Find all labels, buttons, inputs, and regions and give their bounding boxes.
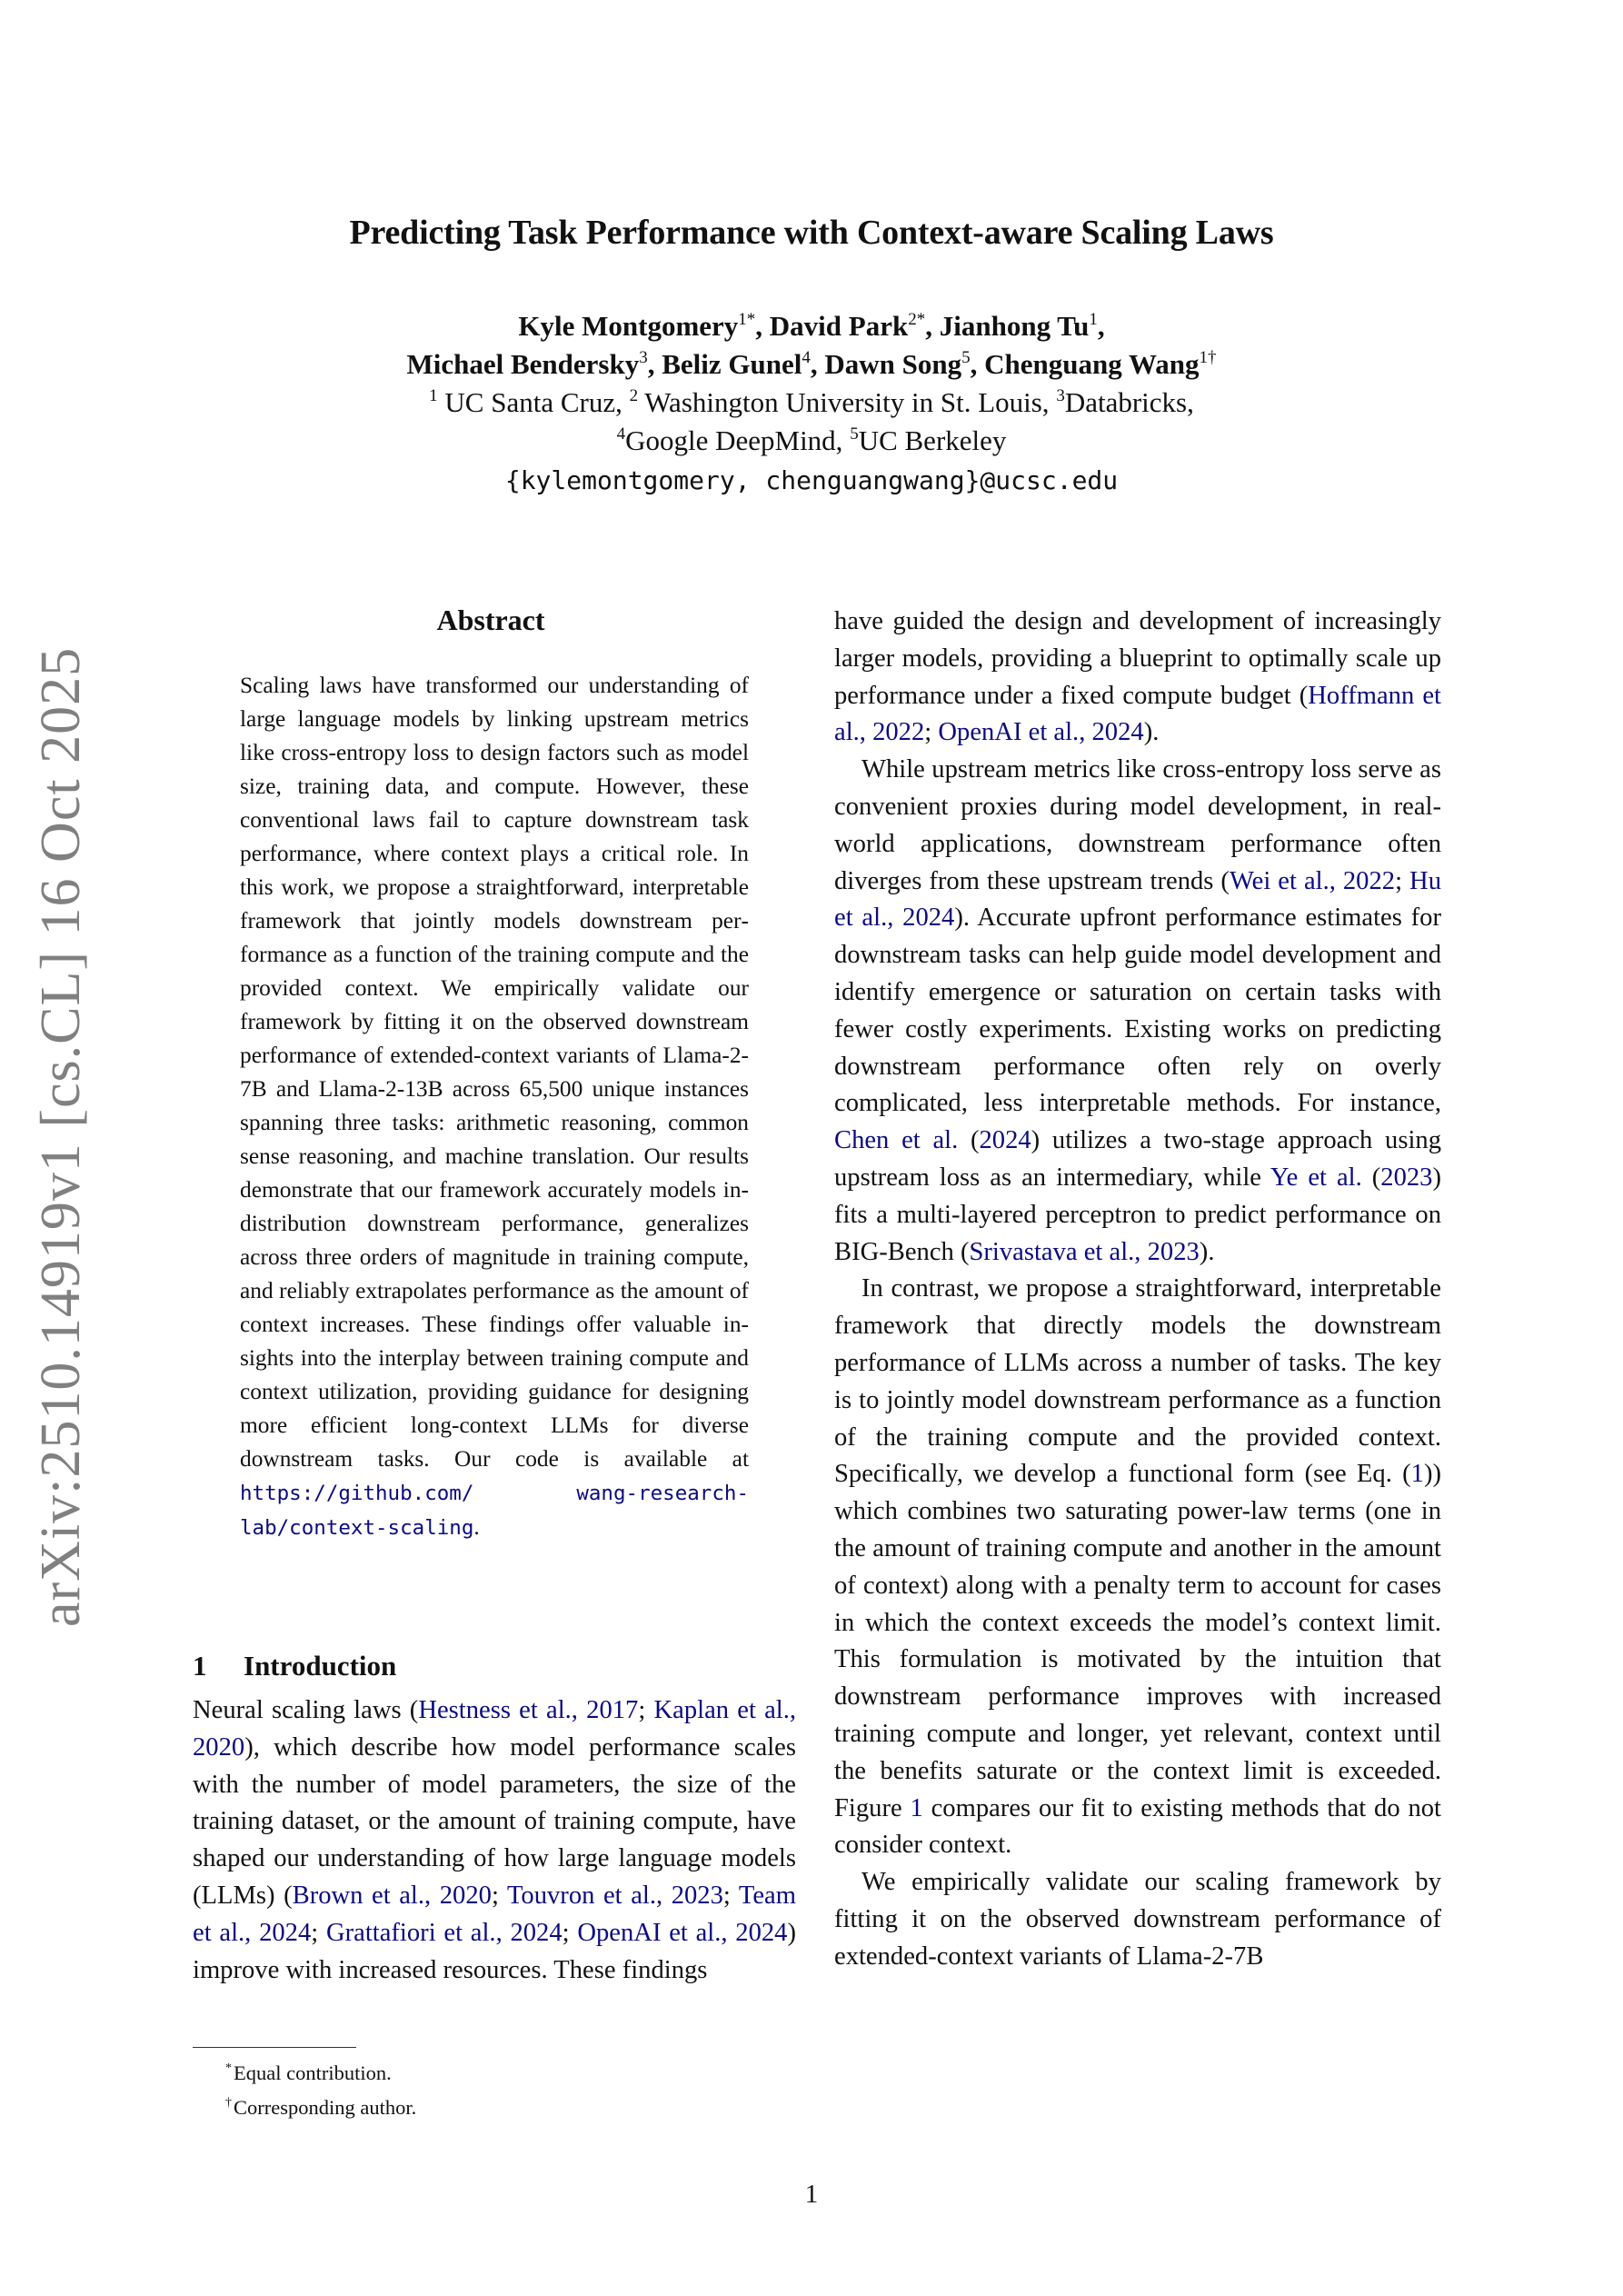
citation-link[interactable]: Ye et al. — [1270, 1163, 1362, 1192]
body-text-run: ) fits a multi-layered perceptron to predict performance on BIG-Bench ( — [834, 1163, 1441, 1266]
right-column-text — [834, 604, 1441, 1975]
body-text-run: ), which describe how model performance scales with the number of model parameters, the size of the training dataset, or the amount of training compute, have shaped our understanding of how large language models (LLMs) ( — [193, 1732, 796, 1910]
section-heading-introduction — [193, 1650, 796, 1682]
body-paragraph — [834, 1864, 1441, 1975]
contact-email: {kylemontgomery, chenguangwang}@ucsc.edu — [504, 465, 1119, 495]
body-text-run: ; — [562, 1918, 578, 1947]
abstract-end-punct: . — [473, 1514, 480, 1540]
author-separator: , — [755, 310, 770, 342]
author-name: Beliz Gunel — [662, 348, 802, 380]
intro-paragraph — [193, 1692, 796, 1989]
introduction-paragraph-left — [193, 1692, 796, 1989]
footnote — [225, 2056, 416, 2091]
body-text-run: Neural scaling laws ( — [193, 1696, 419, 1724]
citation-link[interactable]: Hu et al., 2024 — [834, 866, 1441, 933]
affiliation-mark: 4 — [616, 424, 626, 444]
author-separator: , — [925, 310, 940, 342]
affiliation-mark: 1 — [429, 386, 438, 405]
body-text-run: ; — [1395, 866, 1410, 895]
author-name: Kyle Montgomery — [518, 310, 739, 342]
footnote-divider — [193, 2047, 356, 2048]
page-number: 1 — [804, 2180, 819, 2209]
body-paragraph — [834, 1271, 1441, 1864]
author-separator: , — [810, 348, 825, 380]
citation-link[interactable]: Chen et al. — [834, 1126, 959, 1155]
citation-link[interactable]: 1 — [1410, 1460, 1424, 1489]
body-text-run: ; — [311, 1918, 326, 1947]
author-name: Dawn Song — [824, 348, 962, 380]
body-text-run: ) utilizes a two-stage approach using upstream loss as an intermediary, while — [834, 1126, 1442, 1192]
citation-link[interactable]: Srivastava et al., 2023 — [969, 1237, 1200, 1266]
body-text-run: ( — [1361, 1163, 1381, 1192]
body-text-run: ( — [958, 1126, 980, 1155]
code-repository-link[interactable]: https://github.com/ wang-research-lab/context-scaling — [240, 1482, 749, 1540]
paper-title: Predicting Task Performance with Context-aware Scaling Laws — [349, 214, 1274, 252]
affiliation-line-1 — [0, 384, 1623, 422]
affiliation-line-2 — [0, 422, 1623, 460]
author-affiliation-mark: 2* — [908, 310, 926, 329]
body-text-run: ) improve with increased resources. These findings — [193, 1918, 797, 1984]
body-text-run: In contrast, we propose a straightforward, interpretable framework that directly models the downstream performance of LLMs across a number of tasks. The key is to jointly model downstream performance as a function of the training compute and the provided context. Specifically, we develop a functional form (see Eq. ( — [834, 1274, 1441, 1489]
abstract-body — [240, 669, 749, 1545]
body-text-run: ; — [491, 1881, 507, 1910]
abstract-heading: Abstract — [436, 604, 545, 636]
body-text-run: ; — [924, 718, 939, 747]
citation-link[interactable]: Brown et al., 2020 — [292, 1881, 492, 1910]
author-name: David Park — [769, 310, 909, 342]
citation-link[interactable]: Wei et al., 2022 — [1229, 866, 1396, 895]
body-paragraph — [834, 752, 1441, 1271]
footnote-text: Equal contribution. — [234, 2061, 392, 2084]
body-text-run: We empirically validate our scaling framework by fitting it on the observed downstream performance of extended-context variants of Llama-2-7B — [834, 1868, 1441, 1971]
body-text-run: While upstream metrics like cross-entropy loss serve as convenient proxies during model development, in real-world applications, downstream performance often diverges from these upstream trends ( — [834, 755, 1441, 895]
body-text-run: ). Accurate upfront performance estimates for downstream tasks can help guide model development and identify emergence or saturation on certain tasks with fewer costly experiments. Existing works on predicting downstream performance often rely on overly complicated, less interpretable methods. For instance, — [834, 903, 1441, 1118]
affiliation-mark: 5 — [850, 424, 859, 444]
footnote — [225, 2091, 416, 2125]
body-text-run: ). — [1143, 718, 1160, 747]
citation-link[interactable]: Hoffmann et al., 2022 — [834, 681, 1441, 747]
citation-link[interactable]: Kaplan et al., 2020 — [193, 1696, 797, 1762]
section-number: 1 — [193, 1650, 207, 1682]
affiliation-name: Databricks, — [1064, 386, 1194, 418]
footnotes — [225, 2056, 416, 2125]
affiliation-mark: 3 — [1056, 386, 1065, 405]
body-paragraph — [834, 604, 1441, 752]
author-affiliation-mark: 1 — [1089, 310, 1098, 329]
author-name: Michael Bendersky — [406, 348, 640, 380]
affiliation-mark: 2 — [629, 386, 639, 405]
body-text-run: )) which combines two saturating power-law terms (one in the amount of training compute and another in the amount of context) along with a penalty term to account for cases in which the context exceeds the model’s context limit. This formulation is motivated by the intuition that downstream performance improves with increased training compute and longer, yet relevant, context until the benefits saturate or the context limit is exceeded. Figure — [834, 1460, 1441, 1822]
body-text-run: ). — [1199, 1237, 1215, 1266]
affiliation-name: Google DeepMind, — [625, 424, 851, 456]
affiliation-name: UC Santa Cruz, — [437, 386, 630, 418]
author-name: Chenguang Wang — [984, 348, 1200, 380]
footnote-mark: * — [225, 2061, 232, 2075]
author-line-2 — [0, 345, 1623, 384]
author-affiliation-mark: 3 — [639, 348, 648, 367]
body-text-run: ; — [722, 1881, 739, 1910]
affiliation-name: UC Berkeley — [858, 424, 1007, 456]
body-text-run: ; — [638, 1696, 654, 1724]
author-separator: , — [970, 348, 985, 380]
author-affiliation-mark: 1† — [1199, 348, 1217, 367]
citation-link[interactable]: Hestness et al., 2017 — [418, 1696, 639, 1724]
abstract-text: Scaling laws have transformed our understanding of large language models by linking upstream metrics like cross-entropy loss to design factors such as model size, training data, and compute. However, these conventional laws fail to capture downstream task performance, where context plays a critical role. In this work, we propose a straightforward, interpretable framework that jointly models downstream performance as a function of the training compute and the provided context. We empirically validate our framework by fitting it on the observed downstream performance of extended-context variants of Llama-2-7B and Llama-2-13B across 65,500 unique instances spanning three tasks: arithmetic reasoning, common sense reasoning, and machine translation. Our results demonstrate that our framework accurately models in-distribution downstream performance, generalizes across three orders of magnitude in training compute, and reliably extrapolates performance as the amount of context increases. These findings offer valuable insights into the interplay between training compute and context utilization, providing guidance for designing more efficient long-context LLMs for diverse downstream tasks. Our code is available at — [240, 673, 749, 1472]
body-text-run: compares our fit to existing methods that do not consider context. — [834, 1793, 1441, 1860]
citation-link[interactable]: 2023 — [1380, 1163, 1433, 1192]
citation-link[interactable]: OpenAI et al., 2024 — [577, 1918, 788, 1947]
citation-link[interactable]: Team et al., 2024 — [193, 1881, 796, 1947]
author-line-1 — [0, 307, 1623, 345]
author-name: Jianhong Tu — [939, 310, 1090, 342]
author-affiliation-mark: 5 — [961, 348, 971, 367]
arxiv-identifier-stamp: arXiv:2510.14919v1 [cs.CL] 16 Oct 2025 — [30, 646, 92, 1627]
affiliation-name: Washington University in St. Louis, — [638, 386, 1057, 418]
citation-link[interactable]: 2024 — [979, 1126, 1031, 1155]
body-text-run: have guided the design and development of increasingly larger models, providing a blueprint to optimally scale up performance under a fixed compute budget ( — [834, 607, 1441, 710]
citation-link[interactable]: Touvron et al., 2023 — [506, 1881, 723, 1910]
author-affiliation-mark: 4 — [802, 348, 811, 367]
footnote-mark: † — [225, 2096, 232, 2110]
citation-link[interactable]: OpenAI et al., 2024 — [938, 718, 1144, 747]
author-separator: , — [1097, 310, 1105, 342]
author-affiliation-mark: 1* — [738, 310, 756, 329]
citation-link[interactable]: 1 — [910, 1793, 923, 1822]
section-title: Introduction — [244, 1650, 397, 1682]
author-separator: , — [647, 348, 662, 380]
footnote-text: Corresponding author. — [234, 2096, 417, 2119]
citation-link[interactable]: Grattafiori et al., 2024 — [325, 1918, 563, 1947]
author-list — [0, 307, 1623, 460]
